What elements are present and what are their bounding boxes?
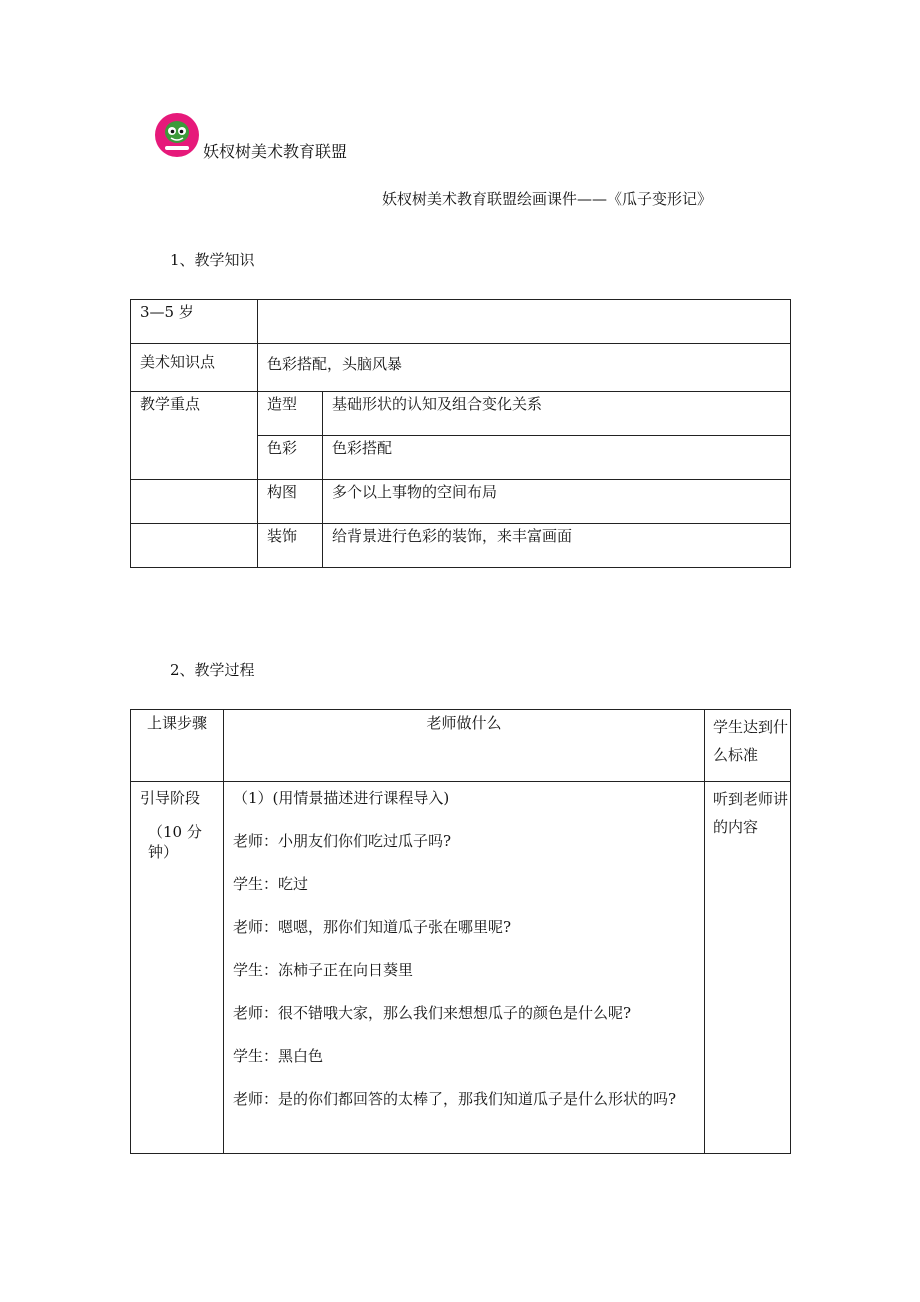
knowledge-label: 美术知识点 <box>131 344 258 392</box>
age-cell: 3—5 岁 <box>131 300 258 344</box>
table-row <box>131 782 791 1154</box>
stage-duration: （10 分钟） <box>148 823 202 861</box>
header-student: 学生达到什么标准 <box>705 710 791 782</box>
dialogue-line: 老师：嗯嗯，那你们知道瓜子张在哪里呢? <box>233 918 512 936</box>
empty-cell <box>131 524 258 568</box>
focus-desc: 基础形状的认知及组合变化关系 <box>323 392 791 436</box>
table-row <box>131 710 791 782</box>
process-table <box>130 709 791 1154</box>
section-heading-knowledge: 1、教学知识 <box>170 251 255 269</box>
table-row <box>131 392 791 436</box>
table-row <box>131 480 791 524</box>
focus-desc: 给背景进行色彩的装饰，来丰富画面 <box>323 524 791 568</box>
section-heading-process: 2、教学过程 <box>170 661 255 679</box>
green-tree-mascot-icon <box>155 113 199 157</box>
focus-desc: 色彩搭配 <box>323 436 791 480</box>
focus-desc: 多个以上事物的空间布局 <box>323 480 791 524</box>
student-standard: 听到老师讲的内容 <box>705 782 791 1154</box>
dialogue-line: （1）(用情景描述进行课程导入) <box>233 789 450 807</box>
teacher-dialogue <box>224 782 705 1154</box>
empty-cell <box>131 480 258 524</box>
stage-cell <box>131 782 224 1154</box>
focus-item: 造型 <box>258 392 323 436</box>
focus-item: 构图 <box>258 480 323 524</box>
table-row <box>131 300 791 344</box>
document-title: 妖杈树美术教育联盟绘画课件——《瓜子变形记》 <box>382 190 713 208</box>
dialogue-line: 老师：小朋友们你们吃过瓜子吗? <box>233 832 452 850</box>
table-row <box>131 344 791 392</box>
focus-item: 色彩 <box>258 436 323 480</box>
stage-name: 引导阶段 <box>140 789 201 807</box>
dialogue-line: 老师：是的你们都回答的太棒了，那我们知道瓜子是什么形状的吗? <box>233 1090 677 1108</box>
dialogue-line: 学生：冻柿子正在向日葵里 <box>233 961 414 979</box>
brand-name: 妖杈树美术教育联盟 <box>203 142 348 161</box>
empty-cell <box>258 300 791 344</box>
knowledge-table <box>130 299 791 568</box>
dialogue-line: 老师：很不错哦大家，那么我们来想想瓜子的颜色是什么呢? <box>233 1004 632 1022</box>
table-row <box>131 524 791 568</box>
header-step: 上课步骤 <box>131 710 224 782</box>
brand-logo <box>155 113 199 157</box>
focus-label: 教学重点 <box>131 392 258 480</box>
focus-item: 装饰 <box>258 524 323 568</box>
header-teacher: 老师做什么 <box>224 710 705 782</box>
knowledge-value: 色彩搭配，头脑风暴 <box>258 344 791 392</box>
dialogue-line: 学生：吃过 <box>233 875 309 893</box>
dialogue-line: 学生：黑白色 <box>233 1047 324 1065</box>
